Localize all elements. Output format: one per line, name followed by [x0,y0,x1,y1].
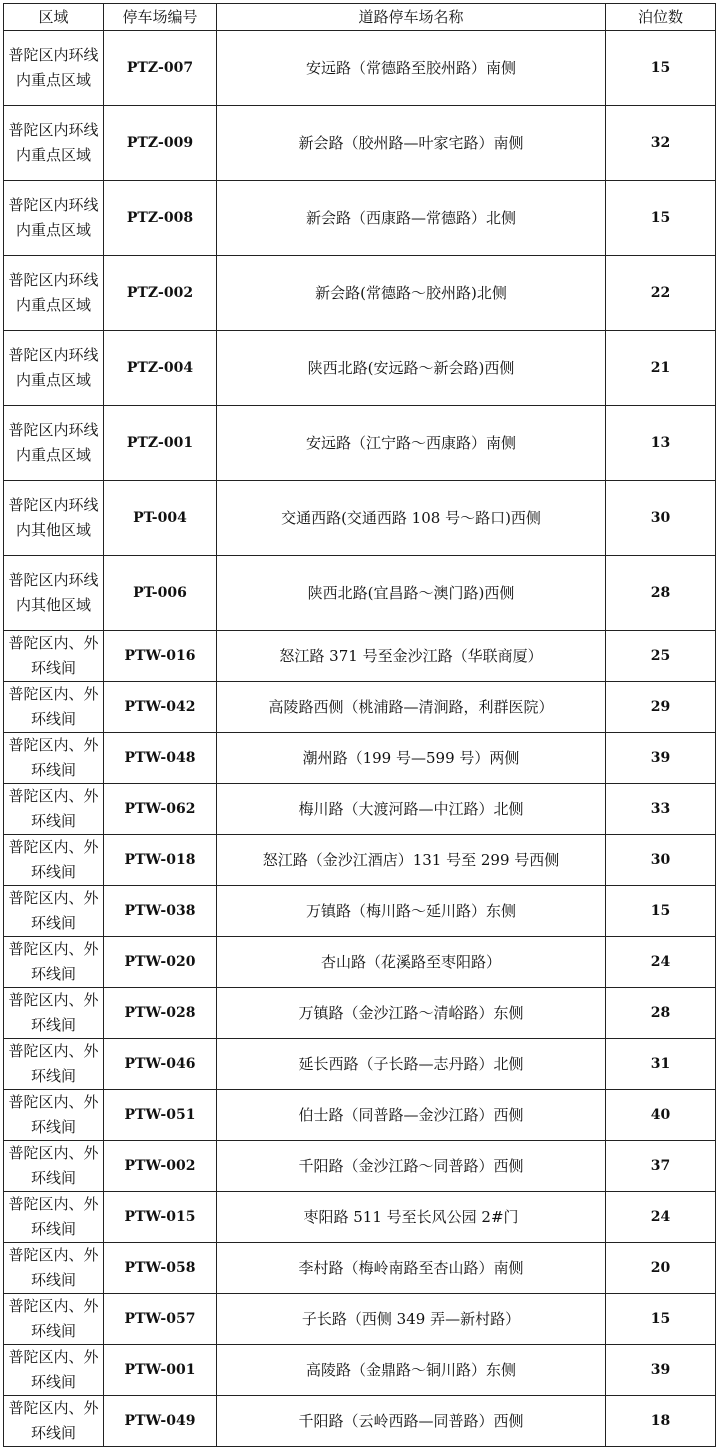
code-cell: PTZ-002 [104,256,217,331]
area-cell: 普陀区内、外环线间 [4,988,104,1039]
code-cell: PTZ-001 [104,406,217,481]
name-cell: 李村路（梅岭南路至杏山路）南侧 [217,1243,606,1294]
table-row [4,1039,716,1090]
code-cell: PTW-016 [104,631,217,682]
count-cell: 32 [606,106,716,181]
count-cell: 30 [606,481,716,556]
table-row [4,181,716,256]
table-row [4,481,716,556]
count-cell: 40 [606,1090,716,1141]
table-row [4,937,716,988]
name-cell: 延长西路（子长路—志丹路）北侧 [217,1039,606,1090]
table-row [4,682,716,733]
name-cell: 新会路（西康路—常德路）北侧 [217,181,606,256]
parking-table [3,3,716,1447]
name-cell: 交通西路(交通西路 108 号～路口)西侧 [217,481,606,556]
count-cell: 39 [606,733,716,784]
code-cell: PTW-058 [104,1243,217,1294]
count-cell: 15 [606,1294,716,1345]
name-cell: 万镇路（梅川路～延川路）东侧 [217,886,606,937]
name-cell: 高陵路西侧（桃浦路—清涧路，利群医院） [217,682,606,733]
area-cell: 普陀区内、外环线间 [4,1141,104,1192]
code-cell: PTZ-004 [104,331,217,406]
area-cell: 普陀区内、外环线间 [4,886,104,937]
name-cell: 千阳路（云岭西路—同普路）西侧 [217,1396,606,1447]
name-cell: 安远路（江宁路～西康路）南侧 [217,406,606,481]
code-cell: PTW-046 [104,1039,217,1090]
code-cell: PT-004 [104,481,217,556]
count-cell: 15 [606,31,716,106]
header-count: 泊位数 [606,4,716,31]
code-cell: PTW-001 [104,1345,217,1396]
name-cell: 伯士路（同普路—金沙江路）西侧 [217,1090,606,1141]
code-cell: PTW-057 [104,1294,217,1345]
area-cell: 普陀区内环线内重点区域 [4,31,104,106]
code-cell: PT-006 [104,556,217,631]
code-cell: PTW-020 [104,937,217,988]
code-cell: PTW-038 [104,886,217,937]
code-cell: PTW-015 [104,1192,217,1243]
count-cell: 15 [606,181,716,256]
table-row [4,988,716,1039]
header-area: 区域 [4,4,104,31]
count-cell: 21 [606,331,716,406]
area-cell: 普陀区内、外环线间 [4,937,104,988]
table-row [4,406,716,481]
table-row [4,1090,716,1141]
table-row [4,1192,716,1243]
table-row [4,1294,716,1345]
table-row [4,733,716,784]
area-cell: 普陀区内、外环线间 [4,1294,104,1345]
name-cell: 新会路（胶州路—叶家宅路）南侧 [217,106,606,181]
name-cell: 高陵路（金鼎路～铜川路）东侧 [217,1345,606,1396]
area-cell: 普陀区内、外环线间 [4,682,104,733]
header-name: 道路停车场名称 [217,4,606,31]
name-cell: 陕西北路(宜昌路～澳门路)西侧 [217,556,606,631]
area-cell: 普陀区内、外环线间 [4,1192,104,1243]
table-row [4,835,716,886]
header-row [4,4,716,31]
count-cell: 20 [606,1243,716,1294]
code-cell: PTW-048 [104,733,217,784]
area-cell: 普陀区内、外环线间 [4,835,104,886]
code-cell: PTZ-007 [104,31,217,106]
table-row [4,256,716,331]
count-cell: 24 [606,937,716,988]
area-cell: 普陀区内环线内重点区域 [4,331,104,406]
area-cell: 普陀区内、外环线间 [4,631,104,682]
area-cell: 普陀区内环线内重点区域 [4,106,104,181]
area-cell: 普陀区内环线内重点区域 [4,406,104,481]
code-cell: PTW-002 [104,1141,217,1192]
count-cell: 13 [606,406,716,481]
name-cell: 千阳路（金沙江路～同普路）西侧 [217,1141,606,1192]
table-row [4,31,716,106]
name-cell: 新会路(常德路～胶州路)北侧 [217,256,606,331]
code-cell: PTZ-008 [104,181,217,256]
table-row [4,784,716,835]
code-cell: PTW-042 [104,682,217,733]
area-cell: 普陀区内环线内重点区域 [4,181,104,256]
area-cell: 普陀区内、外环线间 [4,1396,104,1447]
code-cell: PTW-018 [104,835,217,886]
area-cell: 普陀区内环线内其他区域 [4,481,104,556]
area-cell: 普陀区内、外环线间 [4,784,104,835]
area-cell: 普陀区内环线内其他区域 [4,556,104,631]
table-row [4,1345,716,1396]
name-cell: 枣阳路 511 号至长风公园 2#门 [217,1192,606,1243]
table-row [4,1243,716,1294]
table-row [4,631,716,682]
area-cell: 普陀区内、外环线间 [4,1243,104,1294]
count-cell: 39 [606,1345,716,1396]
table-row [4,1396,716,1447]
table-row [4,886,716,937]
count-cell: 28 [606,988,716,1039]
count-cell: 25 [606,631,716,682]
code-cell: PTZ-009 [104,106,217,181]
name-cell: 潮州路（199 号—599 号）两侧 [217,733,606,784]
count-cell: 15 [606,886,716,937]
area-cell: 普陀区内、外环线间 [4,733,104,784]
code-cell: PTW-051 [104,1090,217,1141]
count-cell: 18 [606,1396,716,1447]
table-row [4,331,716,406]
code-cell: PTW-028 [104,988,217,1039]
name-cell: 安远路（常德路至胶州路）南侧 [217,31,606,106]
header-code: 停车场编号 [104,4,217,31]
code-cell: PTW-062 [104,784,217,835]
name-cell: 梅川路（大渡河路—中江路）北侧 [217,784,606,835]
table-row [4,106,716,181]
count-cell: 30 [606,835,716,886]
name-cell: 怒江路 371 号至金沙江路（华联商厦） [217,631,606,682]
area-cell: 普陀区内环线内重点区域 [4,256,104,331]
count-cell: 31 [606,1039,716,1090]
count-cell: 28 [606,556,716,631]
name-cell: 陕西北路(安远路～新会路)西侧 [217,331,606,406]
count-cell: 22 [606,256,716,331]
table-row [4,556,716,631]
area-cell: 普陀区内、外环线间 [4,1090,104,1141]
name-cell: 子长路（西侧 349 弄—新村路） [217,1294,606,1345]
count-cell: 29 [606,682,716,733]
code-cell: PTW-049 [104,1396,217,1447]
area-cell: 普陀区内、外环线间 [4,1039,104,1090]
table-row [4,1141,716,1192]
name-cell: 万镇路（金沙江路～清峪路）东侧 [217,988,606,1039]
count-cell: 33 [606,784,716,835]
name-cell: 杏山路（花溪路至枣阳路） [217,937,606,988]
count-cell: 24 [606,1192,716,1243]
name-cell: 怒江路（金沙江酒店）131 号至 299 号西侧 [217,835,606,886]
count-cell: 37 [606,1141,716,1192]
area-cell: 普陀区内、外环线间 [4,1345,104,1396]
